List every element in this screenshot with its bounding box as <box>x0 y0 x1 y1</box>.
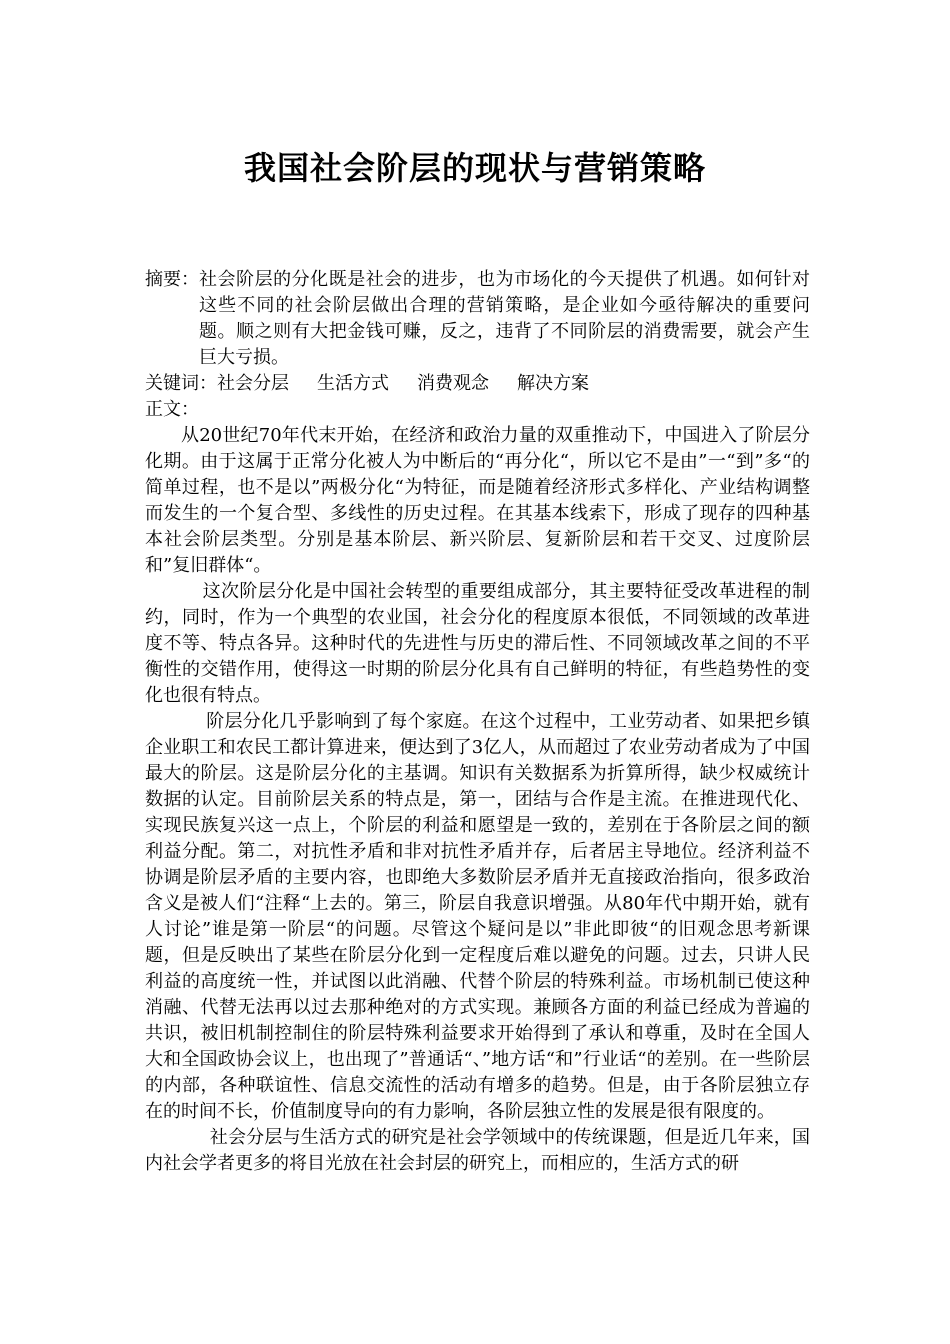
body-paragraph: 从20世纪70年代末开始，在经济和政治力量的双重推动下，中国进入了阶层分化期。由于这属于正常分化被人为中断后的“再分化“，所以它不是由”一“到”多“的简单过程，也不是以”两极分化“为特征，而是随着经济形式多样化、产业结构调整而发生的一个复合型、多线性的历史过程。在其基本线索下，形成了现存的四种基本社会阶层类型。分别是基本阶层、新兴阶层、复新阶层和若干交叉、过度阶层和”复旧群体“。 <box>145 425 810 576</box>
keyword-item: 生活方式 <box>317 373 389 394</box>
body-label: 正文： <box>145 399 199 420</box>
keyword-item: 解决方案 <box>517 373 589 394</box>
body-paragraph: 社会分层与生活方式的研究是社会学领域中的传统课题，但是近几年来，国内社会学者更多的将目光放在社会封层的研究上，而相应的，生活方式的研 <box>145 1127 810 1174</box>
abstract-section <box>145 267 810 371</box>
body-paragraph: 阶层分化几乎影响到了每个家庭。在这个过程中，工业劳动者、如果把乡镇企业职工和农民工都计算进来，便达到了3亿人，从而超过了农业劳动者成为了中国最大的阶层。这是阶层分化的主基调。知识有关数据系为折算所得，缺少权威统计数据的认定。目前阶层关系的特点是，第一，团结与合作是主流。在推进现代化、实现民族复兴这一点上，个阶层的利益和愿望是一致的，差别在于各阶层之间的额利益分配。第二，对抗性矛盾和非对抗性矛盾并存，后者居主导地位。经济利益不协调是阶层矛盾的主要内容，也即绝大多数阶层矛盾并无直接政治指向，很多政治含义是被人们“注释“上去的。第三，阶层自我意识增强。从80年代中期开始，就有人讨论”谁是第一阶层“的问题。尽管这个疑问是以”非此即彼“的旧观念思考新课题，但是反映出了某些在阶层分化到一定程度后难以避免的问题。过去，只讲人民利益的高度统一性，并试图以此消融、代替个阶层的特殊利益。市场机制已使这种消融、代替无法再以过去那种绝对的方式实现。兼顾各方面的利益已经成为普遍的共识，被旧机制控制住的阶层特殊利益要求开始得到了承认和尊重，及时在全国人大和全国政协会议上，也出现了”普通话“、”地方话“和”行业话“的差别。在一些阶层的内部，各种联谊性、信息交流性的活动有增多的趋势。但是，由于各阶层独立存在的时间不长，价值制度导向的有力影响，各阶层独立性的发展是很有限度的。 <box>145 711 810 1122</box>
document-title: 我国社会阶层的现状与营销策略 <box>243 149 706 187</box>
abstract-label: 摘要： <box>145 269 199 290</box>
keywords-label: 关键词： <box>145 373 217 394</box>
keywords-line <box>145 371 810 397</box>
abstract-text: 社会阶层的分化既是社会的进步，也为市场化的今天提供了机遇。如何针对这些不同的社会阶层做出合理的营销策略，是企业如今亟待解决的重要问题。顺之则有大把金钱可赚，反之，违背了不同阶层的消费需要，就会产生巨大亏损。 <box>199 269 810 368</box>
keyword-item: 消费观念 <box>417 373 489 394</box>
keyword-item: 社会分层 <box>217 373 289 394</box>
body-paragraph: 这次阶层分化是中国社会转型的重要组成部分，其主要特征受改革进程的制约，同时，作为一个典型的农业国，社会分化的程度原本很低，不同领域的改革进度不等、特点各异。这种时代的先进性与历史的滞后性、不同领域改革之间的不平衡性的交错作用，使得这一时期的阶层分化具有自己鲜明的特征，有些趋势性的变化也很有特点。 <box>145 581 810 706</box>
document-body <box>145 267 810 1177</box>
